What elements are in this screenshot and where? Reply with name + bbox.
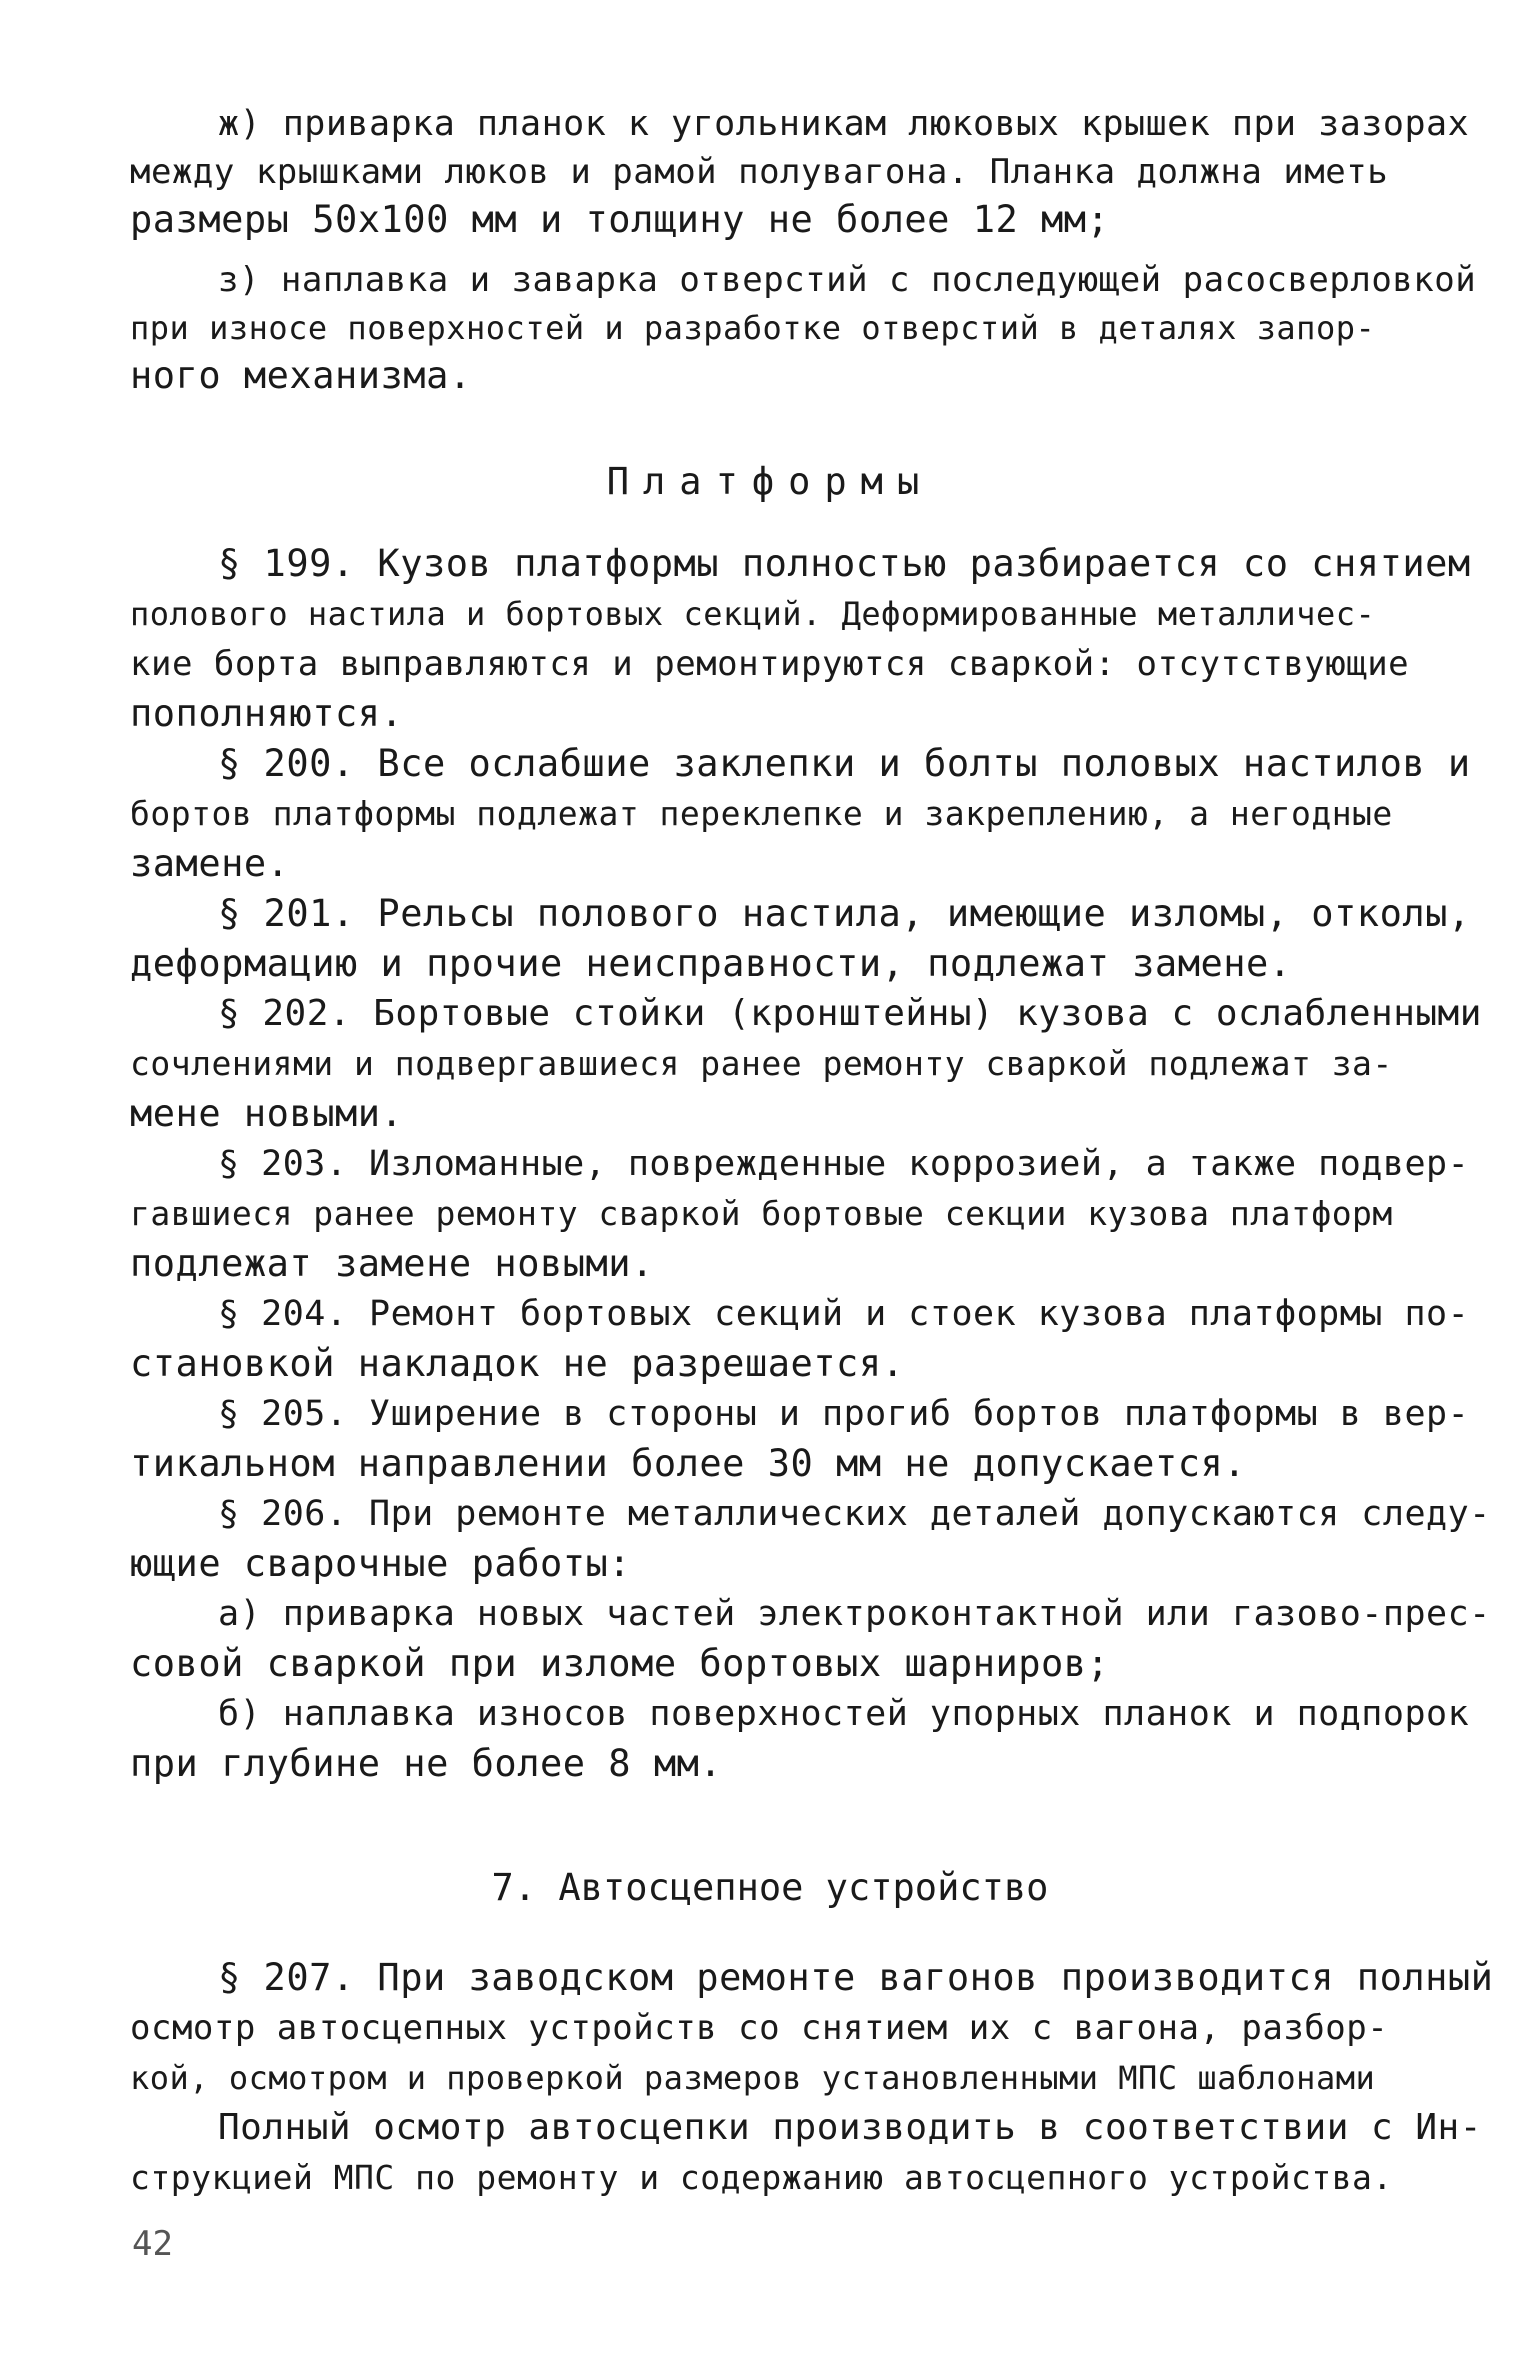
text-line: полового настила и бортовых секций. Деформированные металличес- bbox=[130, 595, 1376, 633]
text-line: § 201. Рельсы полового настила, имеющие изломы, отколы, bbox=[218, 892, 1471, 935]
text-line: § 207. При заводском ремонте вагонов производится полный bbox=[218, 1956, 1494, 1999]
text-line: § 203. Изломанные, поврежденные коррозией, а также подвер- bbox=[218, 1144, 1470, 1184]
text-line: § 200. Все ослабшие заклепки и болты половых настилов и bbox=[218, 742, 1471, 785]
text-line: мене новыми. bbox=[130, 1092, 404, 1135]
chapter-heading: 7. Автосцепное устройство bbox=[491, 1866, 1049, 1909]
text-line: между крышками люков и рамой полувагона. Планка должна иметь bbox=[130, 152, 1389, 192]
text-line: тикальном направлении более 30 мм не допускается. bbox=[130, 1442, 1247, 1485]
text-line: совой сваркой при изломе бортовых шарниров; bbox=[130, 1642, 1110, 1685]
text-line: становкой накладок не разрешается. bbox=[130, 1342, 905, 1385]
text-line: осмотр автосцепных устройств со снятием их с вагона, разбор- bbox=[130, 2008, 1389, 2048]
text-line: при глубине не более 8 мм. bbox=[130, 1742, 723, 1785]
text-line: § 206. При ремонте металлических деталей допускаются следу- bbox=[218, 1494, 1491, 1534]
text-line: а) приварка новых частей электроконтактной или газово-прес- bbox=[218, 1594, 1491, 1634]
text-line: ного механизма. bbox=[130, 354, 472, 397]
text-line: § 199. Кузов платформы полностью разбирается со снятием bbox=[218, 542, 1471, 585]
text-line: ж) приварка планок к угольникам люковых крышек при зазорах bbox=[218, 104, 1470, 144]
text-line: ющие сварочные работы: bbox=[130, 1542, 632, 1585]
text-line: Полный осмотр автосцепки производить в соответствии с Ин- bbox=[218, 2107, 1482, 2148]
text-line: з) наплавка и заварка отверстий с последующей расосверловкой bbox=[218, 260, 1477, 300]
text-line: бортов платформы подлежат переклепке и закреплению, а негодные bbox=[130, 794, 1393, 833]
text-line: § 202. Бортовые стойки (кронштейны) кузова с ослабленными bbox=[218, 993, 1482, 1034]
text-line: струкцией МПС по ремонту и содержанию автосцепного устройства. bbox=[130, 2158, 1393, 2197]
text-line: размеры 50х100 мм и толщину не более 12 мм; bbox=[130, 198, 1110, 241]
text-line: при износе поверхностей и разработке отверстий в деталях запор- bbox=[130, 309, 1376, 347]
section-heading: Платформы bbox=[606, 460, 934, 503]
text-line: § 204. Ремонт бортовых секций и стоек кузова платформы по- bbox=[218, 1294, 1470, 1334]
text-line: пополняются. bbox=[130, 692, 404, 735]
text-line: подлежат замене новыми. bbox=[130, 1242, 654, 1285]
text-line: замене. bbox=[130, 842, 290, 885]
text-line: б) наплавка износов поверхностей упорных планок и подпорок bbox=[218, 1694, 1470, 1734]
text-line: деформацию и прочие неисправности, подлежат замене. bbox=[130, 942, 1292, 985]
text-line: сочлениями и подвергавшиеся ранее ремонту сваркой подлежат за- bbox=[130, 1044, 1393, 1083]
text-line: кой, осмотром и проверкой размеров установленными МПС шаблонами bbox=[130, 2059, 1376, 2097]
text-line: § 205. Уширение в стороны и прогиб бортов платформы в вер- bbox=[218, 1394, 1470, 1434]
text-line: кие борта выправляются и ремонтируются сваркой: отсутствующие bbox=[130, 644, 1410, 684]
text-line: гавшиеся ранее ремонту сваркой бортовые секции кузова платформ bbox=[130, 1194, 1393, 1233]
page-number: 42 bbox=[132, 2224, 173, 2264]
